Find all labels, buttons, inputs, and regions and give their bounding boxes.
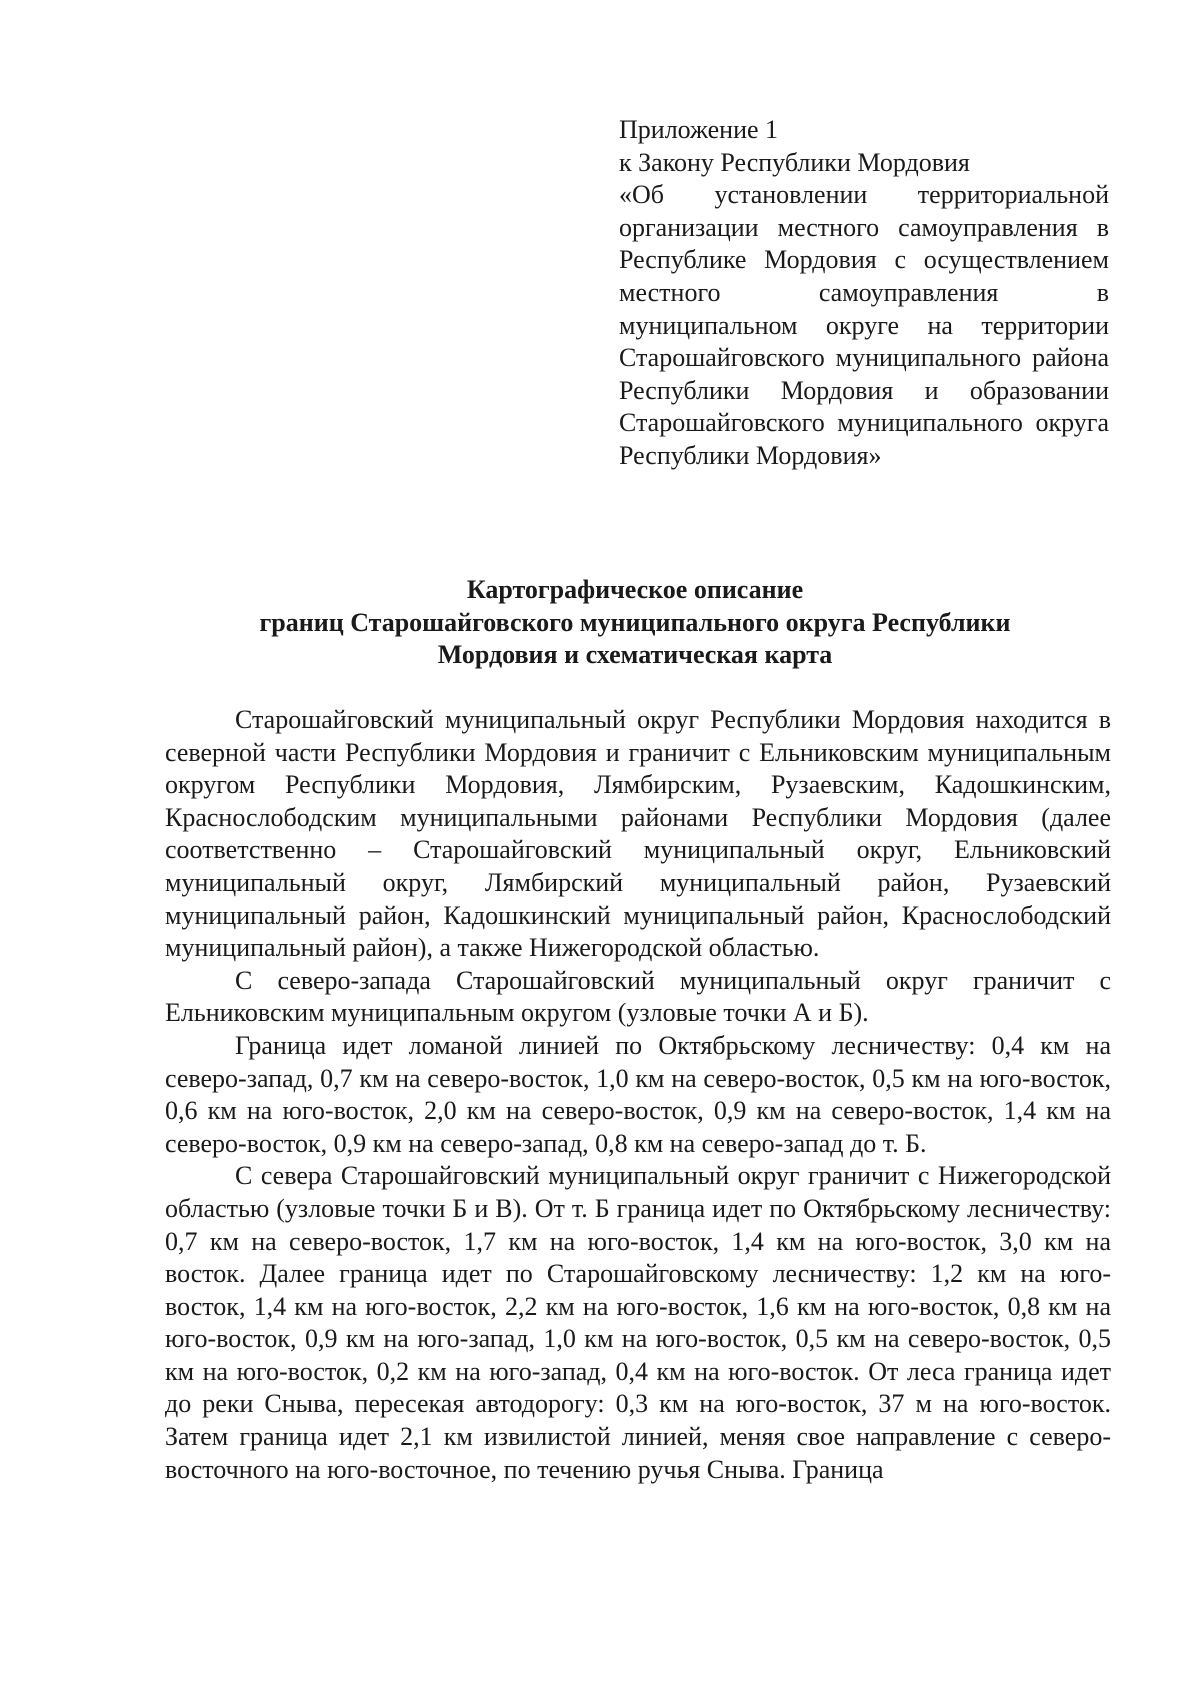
annex-header: [619, 114, 1109, 473]
paragraph-north-border: С севера Старошайговский муниципальный округ граничит с Нижегородской областью (узловые точки Б и В). От т. Б граница идет по Октябрьскому лесничеству: 0,7 км на северо-восток, 1,7 км на юго-восток, 1,4 км на юго-восток, 3,0 км на восток. Далее граница идет по Старошайговскому лесничеству: 1,2 км на юго-восток, 1,4 км на юго-восток, 2,2 км на юго-восток, 1,6 км на юго-восток, 0,8 км на юго-восток, 0,9 км на юго-запад, 1,0 км на юго-восток, 0,5 км на северо-восток, 0,5 км на юго-восток, 0,2 км на юго-запад, 0,4 км на юго-восток. От леса граница идет до реки Снывa, пересекая автодорогу: 0,3 км на юго-восток, 37 м на юго-восток. Затем граница идет 2,1 км извилистой линией, меняя свое направление с северо-восточного на юго-восточное, по течению ручья Снывa. Граница: [165, 1161, 1111, 1484]
heading-line-3: Мордовия и схематическая карта: [437, 640, 833, 669]
annex-law-title: «Об установлении территориальной организации местного самоуправления в Республике Мордовия с осуществлением местного самоуправления в муниципальном округе на территории Старошайговского муниципального района Республики Мордовия и образовании Старошайговского муниципального округа Республики Мордовия»: [619, 180, 1109, 470]
heading-line-1: Картографическое описание: [466, 575, 804, 604]
annex-law-reference: к Закону Республики Мордовия: [619, 147, 970, 177]
document-body: [165, 704, 1111, 1486]
paragraph-overview: Старошайговский муниципальный округ Республики Мордовия находится в северной части Республики Мордовия и граничит с Ельниковским муниципальным округом Республики Мордовия, Лямбирским, Рузаевским, Кадошкинским, Краснослободским муниципальными районами Республики Мордовия (далее соответственно – Старошайговский муниципальный округ, Ельниковский муниципальный округ, Лямбирский муниципальный район, Рузаевский муниципальный район, Кадошкинский муниципальный район, Краснослободский муниципальный район), а также Нижегородской областью.: [165, 705, 1111, 963]
paragraph-northwest-border: С северо-запада Старошайговский муниципальный округ граничит с Ельниковским муниципальным округом (узловые точки А и Б).: [165, 965, 1111, 1028]
paragraph-northwest-route: Граница идет ломаной линией по Октябрьскому лесничеству: 0,4 км на северо-запад, 0,7 км на северо-восток, 1,0 км на северо-восток, 0,5 км на юго-восток, 0,6 км на юго-восток, 2,0 км на северо-восток, 0,9 км на северо-восток, 1,4 км на северо-восток, 0,9 км на северо-запад, 0,8 км на северо-запад до т. Б.: [165, 1030, 1111, 1158]
document-heading: [160, 574, 1110, 672]
heading-line-2: границ Старошайговского муниципального округа Республики: [259, 607, 1011, 637]
annex-number: Приложение 1: [619, 115, 779, 144]
